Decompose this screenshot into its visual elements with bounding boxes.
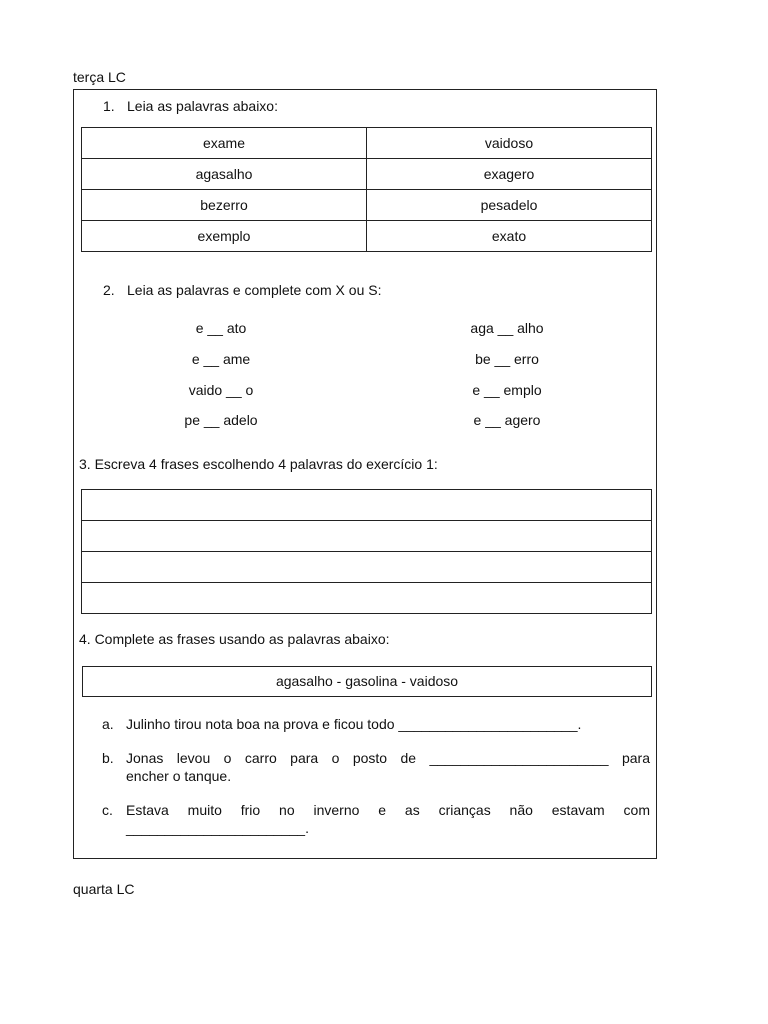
footer-day-label: quarta LC (73, 881, 135, 897)
sentence-a (102, 715, 650, 733)
fill-in-word: e __ ame (191, 351, 251, 367)
q2-number: 2. (103, 282, 115, 298)
word-cell: exemplo (82, 221, 367, 252)
answer-line-cell[interactable] (82, 583, 652, 614)
table-row (82, 490, 652, 521)
table-row (82, 583, 652, 614)
sentence-b (102, 749, 650, 785)
table-row (82, 128, 652, 159)
q2-prompt-text: Leia as palavras e complete com X ou S: (127, 282, 382, 298)
word-bank-box: agasalho - gasolina - vaidoso (82, 666, 652, 697)
sentence-text-continued: _______________________. (126, 820, 309, 836)
table-row (82, 159, 652, 190)
sentence-text-continued: encher o tanque. (126, 768, 232, 784)
q1-prompt-text: Leia as palavras abaixo: (127, 98, 278, 114)
table-row (82, 221, 652, 252)
fill-in-word: aga __ alho (470, 320, 544, 336)
q1-number: 1. (103, 98, 115, 114)
q3-prompt: 3. Escreva 4 frases escolhendo 4 palavras do exercício 1: (79, 456, 438, 472)
word-cell: agasalho (82, 159, 367, 190)
word-cell: exame (82, 128, 367, 159)
q3-answer-table (81, 489, 652, 614)
answer-line-cell[interactable] (82, 521, 652, 552)
sentence-c (102, 801, 650, 837)
answer-line-cell[interactable] (82, 552, 652, 583)
fill-in-word: e __ emplo (472, 382, 542, 398)
q2-prompt (103, 282, 381, 298)
sentence-text: Julinho tirou nota boa na prova e ficou todo _______________________. (126, 716, 582, 732)
word-cell: pesadelo (367, 190, 652, 221)
fill-in-word: vaido __ o (188, 382, 254, 398)
q4-prompt: 4. Complete as frases usando as palavras abaixo: (79, 631, 390, 647)
q1-word-table (81, 127, 652, 252)
fill-in-word: e __ agero (473, 412, 541, 428)
word-cell: exato (367, 221, 652, 252)
word-cell: bezerro (82, 190, 367, 221)
sentence-text: Jonas levou o carro para o posto de _______________________ para (126, 750, 650, 766)
table-row (82, 190, 652, 221)
worksheet-frame (73, 89, 657, 859)
word-cell: vaidoso (367, 128, 652, 159)
sentence-label: b. (102, 750, 114, 766)
header-day-label: terça LC (73, 69, 126, 85)
table-row (82, 521, 652, 552)
table-row (82, 552, 652, 583)
q1-prompt (103, 98, 278, 114)
fill-in-word: e __ ato (195, 320, 247, 336)
fill-in-word: be __ erro (475, 351, 539, 367)
fill-in-word: pe __ adelo (184, 412, 258, 428)
sentence-label: a. (102, 716, 114, 732)
answer-line-cell[interactable] (82, 490, 652, 521)
sentence-text: Estava muito frio no inverno e as crianças não estavam com (126, 802, 650, 818)
sentence-label: c. (102, 802, 113, 818)
word-cell: exagero (367, 159, 652, 190)
